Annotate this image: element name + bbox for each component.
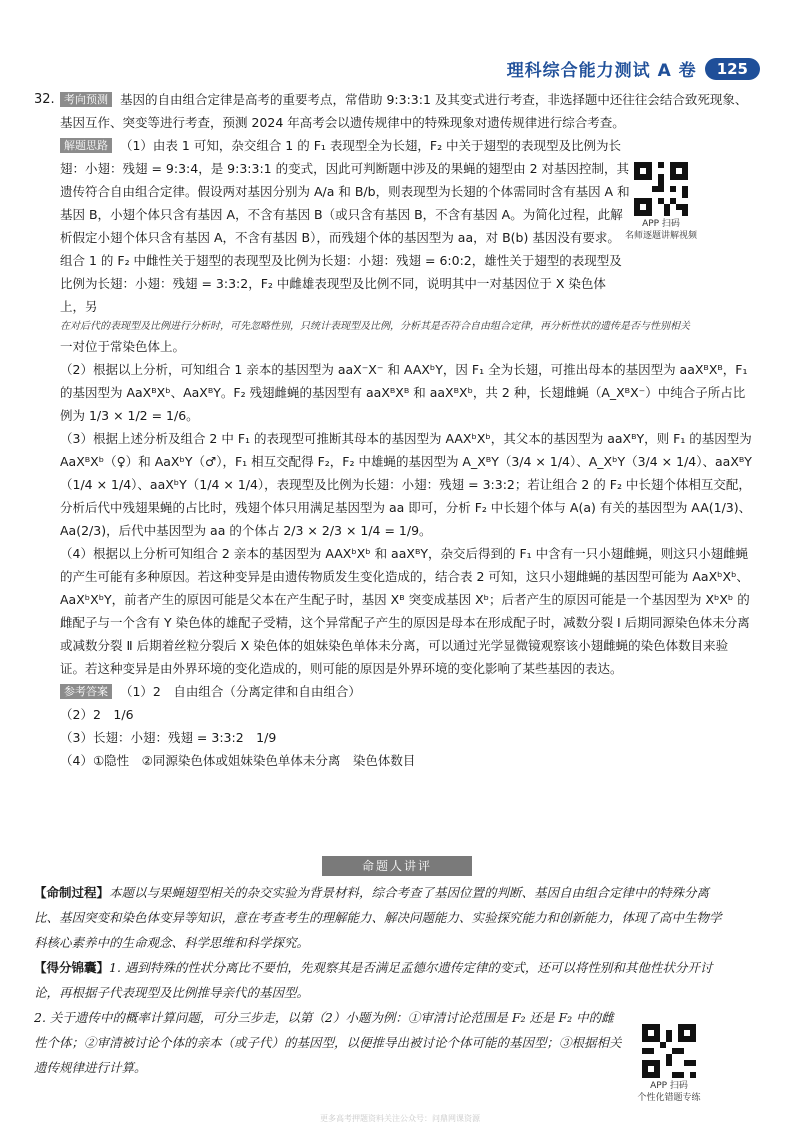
answer-1: （1）2 自由组合（分离定律和自由组合） <box>119 684 361 699</box>
answer-3: （3）长翅：小翅：残翅 = 3:3:2 1/9 <box>60 730 277 745</box>
commentary-section <box>34 880 722 1080</box>
qr-code-practice[interactable] <box>642 1024 696 1078</box>
tips-heading: 【得分锦囊】 <box>34 960 110 975</box>
approach-text-1-end: 一对位于常染色体上。 <box>60 339 186 354</box>
approach-paragraph-1 <box>60 134 630 318</box>
page-number: 125 <box>705 58 760 80</box>
answer-2: （2）2 1/6 <box>60 707 134 722</box>
tips-paragraph <box>34 955 722 1005</box>
qr-practice-caption-2: 个性化错题专练 <box>637 1093 701 1103</box>
qr-video-caption-2: 名师逐题讲解视频 <box>624 231 697 241</box>
process-paragraph <box>34 880 722 955</box>
qr-practice-caption-1: APP 扫码 <box>650 1081 688 1091</box>
answer-paragraph <box>60 680 752 703</box>
answer-4: （4）①隐性 ②同源染色体或姐妹染色单体未分离 染色体数目 <box>60 753 416 768</box>
approach-paragraph-3: （3）根据上述分析及组合 2 中 F₁ 的表现型可推断其母本的基因型为 AAXᵇXᵇ，其父本的基因型为 aaXᴮY，则 F₁ 的基因型为 AaXᴮXᵇ（♀）和 AaXᵇY（♂），F₁ 相互交配得 F₂，F₂ 中雄蝇的基因型为 A_XᴮY（3/4 × 1/4）、A_XᵇY（3/4 × 1/4）、aaXᴮY（1/4 × 1/4）、aaXᵇY（1/4 × 1/4），表现型及比例为长翅：小翅：残翅 = 3:3:2；若让组合 2 的 F₂ 中长翅个体相互交配，分析后代中残翅果蝇的占比时，残翅个体只用满足基因型为 aa 即可，分析 F₂ 中长翅个体与 A(a) 有关的基因型为 AA(1/3)、Aa(2/3)，后代中基因型为 aa 的个体占 2/3 × 2/3 × 1/4 = 1/9。 <box>60 431 752 538</box>
qr-code-video[interactable] <box>634 162 688 216</box>
header-title: 理科综合能力测试 A 卷 <box>506 61 697 81</box>
tip-1: 1. 遇到特殊的性状分离比不要怕，先观察其是否满足孟德尔遗传定律的变式，还可以将性别和其他性状分开讨论，再根据子代表现型及比例推导亲代的基因型。 <box>34 960 713 1000</box>
commentary-bar: 命题人讲评 <box>322 856 472 876</box>
qr-practice-caption <box>620 1080 718 1104</box>
process-text: 本题以与果蝇翅型相关的杂交实验为背景材料，综合考查了基因位置的判断、基因自由组合定律中的特殊分离比、基因突变和染色体变异等知识，意在考查考生的理解能力、解决问题能力、实验探究能力和创新能力，体现了高中生物学科核心素养中的生命观念、科学思维和科学探究。 <box>34 885 722 950</box>
approach-paragraph-4: （4）根据以上分析可知组合 2 亲本的基因型为 AAXᵇXᵇ 和 aaXᴮY，杂交后得到的 F₁ 中含有一只小翅雌蝇，则这只小翅雌蝇的产生可能有多种原因。若这种变异是由遗传物质发生变化造成的，结合表 2 可知，这只小翅雌蝇的基因型可能为 AaXᵇXᵇ、AaXᵇXᵇY，前者产生的原因可能是父本在产生配子时，基因 Xᴮ 突变成基因 Xᵇ；后者产生的原因可能是一个基因型为 XᵇXᵇ 的雌配子与一个含有 Y 染色体的雄配子受精，这个异常配子产生的原因是母本在形成配子时，减数分裂 Ⅰ 后期同源染色体未分离或减数分裂 Ⅱ 后期着丝粒分裂后 X 染色体的姐妹染色单体未分离，可以通过光学显微镜观察该小翅雌蝇的染色体数目来验证。若这种变异是由外界环境的变化造成的，则可能的原因是外界环境的变化影响了某些基因的表达。 <box>60 546 750 676</box>
approach-paragraph-2: （2）根据以上分析，可知组合 1 亲本的基因型为 aaX⁻X⁻ 和 AAXᵇY，因 F₁ 全为长翅，可推出母本的基因型为 aaXᴮXᴮ，F₁ 的基因型为 AaXᴮXᵇ、AaXᴮY。F₂ 残翅雌蝇的基因型有 aaXᴮXᴮ 和 aaXᴮXᵇ，共 2 种，长翅雌蝇（A_XᴮX⁻）中纯合子所占比例为 1/3 × 1/2 = 1/6。 <box>60 362 748 423</box>
approach-tag: 解题思路 <box>60 138 112 153</box>
page-header <box>507 56 760 81</box>
tip-2-wrap <box>34 1005 624 1080</box>
qr-video-caption-1: APP 扫码 <box>642 219 680 229</box>
forecast-tag: 考向预测 <box>60 92 112 107</box>
tip-2: 2. 关于遗传中的概率计算问题，可分三步走，以第（2）小题为例：①审清讨论范围是 F₂ 还是 F₂ 中的雌性个体；②审清被讨论个体的亲本（或子代）的基因型，以便推导出被讨论个体可能的基因型；③根据相关遗传规律进行计算。 <box>34 1010 622 1075</box>
process-heading: 【命制过程】 <box>34 885 110 900</box>
forecast-text: 基因的自由组合定律是高考的重要考点，常借助 9:3:3:1 及其变式进行考查，非选择题中还往往会结合致死现象、基因互作、突变等进行考查，预测 2024 年高考会以遗传规律中的特殊现象对遗传规律进行综合考查。 <box>60 92 748 130</box>
answer-tag: 参考答案 <box>60 684 112 699</box>
handwritten-note: 在对后代的表现型及比例进行分析时，可先忽略性别，只统计表现型及比例，分析其是否符合自由组合定律，再分析性状的遗传是否与性别相关 <box>60 321 690 332</box>
qr-video-caption <box>612 218 710 242</box>
question-number: 32. <box>34 92 55 107</box>
approach-block <box>60 134 630 318</box>
footer-watermark: 更多高考押题资料关注公众号：问鼎网课资源 <box>320 1114 480 1123</box>
approach-text-1: （1）由表 1 可知，杂交组合 1 的 F₁ 表现型全为长翅，F₂ 中关于翅型的表现型及比例为长翅：小翅：残翅 = 9:3:4，是 9:3:3:1 的变式，因此可判断题中涉及的果蝇的翅型由 2 对基因控制，其遗传符合自由组合定律。假设两对基因分别为 A/a 和 B/b，则表现型为长翅的个体需同时含有基因 A 和基因 B，小翅个体只含有基因 A，不含有基因 B（或只含有基因 B，不含有基因 A。为简化过程，此解析假定小翅个体只含有基因 A，不含有基因 B），而残翅个体的基因型为 aa，对 B(b) 基因没有要求。组合 1 的 F₂ 中雌性关于翅型的表现型及比例为长翅：小翅：残翅 = 6:0:2，雄性关于翅型的表现型及比例为长翅：小翅：残翅 = 3:3:2，F₂ 中雌雄表现型及比例不同，说明其中一对基因位于 X 染色体上，另 <box>60 138 630 314</box>
forecast-paragraph <box>60 88 752 134</box>
